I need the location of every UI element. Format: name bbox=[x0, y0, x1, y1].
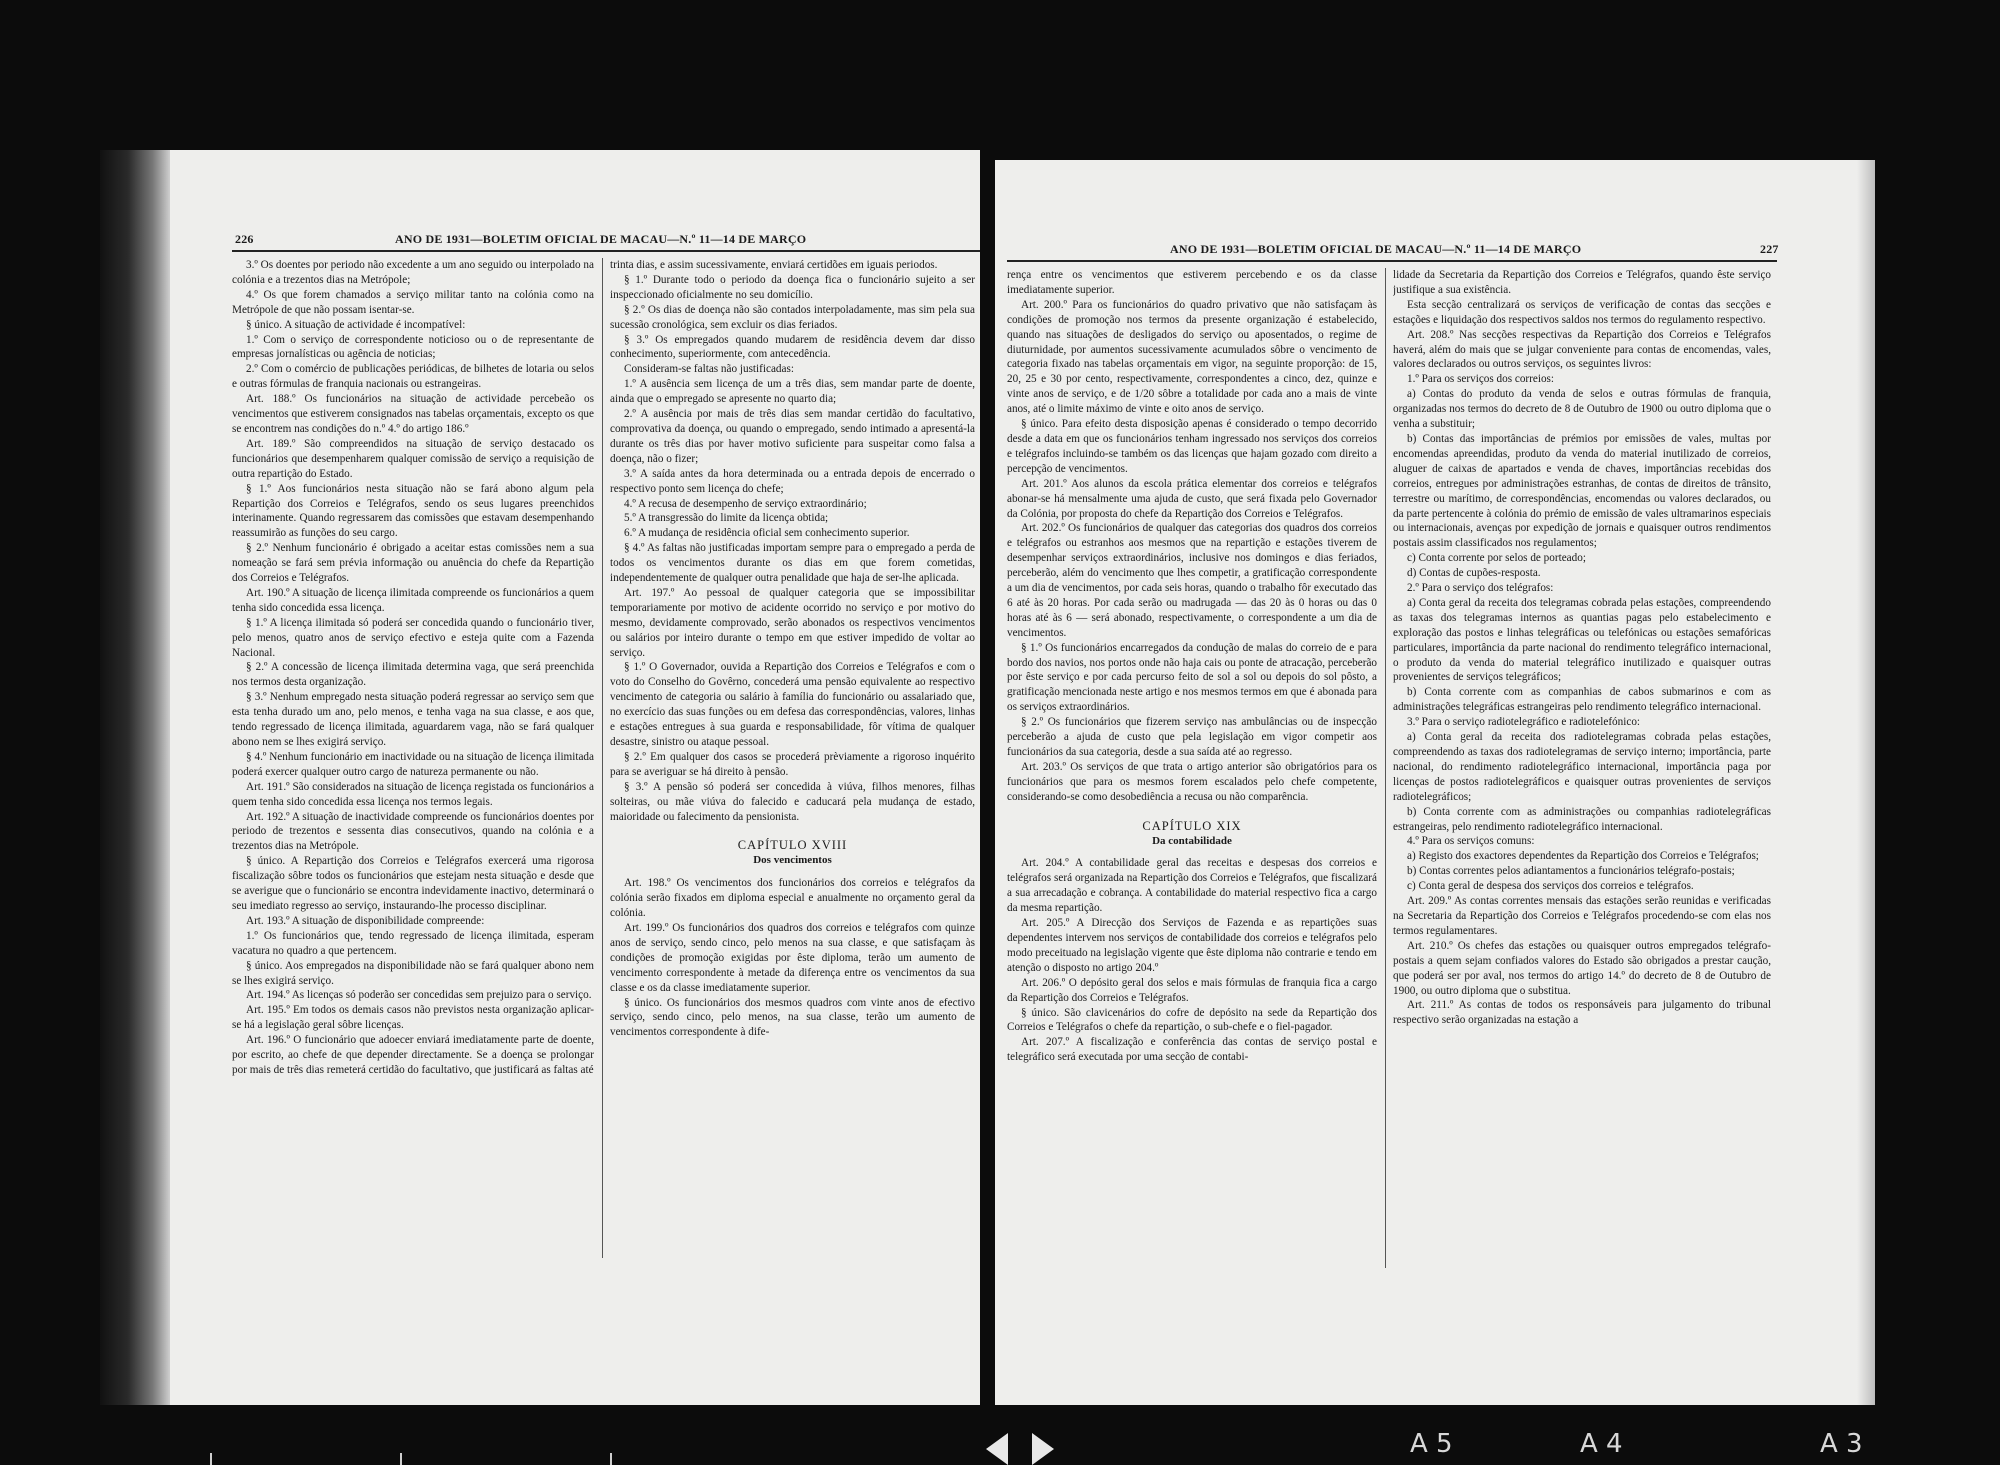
left-col1-paragraph: § 2.º A concessão de licença ilimitada determina vaga, que será preenchida nos termos desta organização. bbox=[232, 661, 594, 689]
left-page bbox=[100, 150, 980, 1405]
right-column-1 bbox=[1007, 268, 1377, 1268]
left-col1-paragraph: § 4.º Nenhum funcionário em inactividade ou na situação de licença ilimitada poderá exercer qualquer outro cargo de natureza permanente ou não. bbox=[232, 750, 594, 778]
left-col2-paragraph: § 3.º A pensão só poderá ser concedida à viúva, filhos menores, filhas solteiras, ou mãe viúva do falecido e caducará pela mudança de estado, maioridade ou falecimento da pensionista. bbox=[610, 780, 975, 823]
right-column-divider bbox=[1385, 268, 1386, 1268]
film-arrow-left-icon bbox=[986, 1433, 1008, 1465]
right-col2-paragraph: d) Contas de cupões-resposta. bbox=[1407, 567, 1541, 580]
left-col1-paragraph: 3.º Os doentes por periodo não excedente a um ano seguido ou interpolado na colónia e a trezentos dias na Metrópole; bbox=[232, 259, 594, 286]
left-col2-paragraph: § 2.º Os dias de doença não são contados interpoladamente, mas sim pela sua sucessão cronológica, sem excluir os dias feriados. bbox=[610, 303, 975, 331]
right-col1-paragraph: § 1.º Os funcionários encarregados da condução de malas do correio de e para bordo dos navios, nos portos onde não haja cais ou ponte de atracação, perceberão por êste serviço e por cada percurso feito de sol a sol ou depois do sol pôsto, a gratificação mencionada neste artigo e nos mesmos termos em que é abonada para os serviços extraordinários. bbox=[1007, 641, 1377, 714]
right-col1-paragraph: rença entre os vencimentos que estiverem percebendo e os da classe imediatamente superior. bbox=[1007, 269, 1377, 296]
microfilm-strip bbox=[0, 1425, 2000, 1465]
right-col2-paragraph: c) Conta corrente por selos de porteado; bbox=[1407, 552, 1586, 565]
left-col1-paragraph: Art. 188.º Os funcionários na situação de actividade percebeão os vencimentos que estiverem consignados nas tabelas orçamentais, excepto os que se encontrem nas condições do n.º 4.º do artigo 186.º bbox=[232, 393, 594, 435]
film-tick bbox=[610, 1453, 612, 1465]
right-col1-paragraph: § único. São clavicenários do cofre de depósito na sede da Repartição dos Correios e Telégrafos o chefe da repartição, o sub-chefe e o fiel-pagador. bbox=[1007, 1006, 1377, 1034]
book-spine bbox=[100, 150, 170, 1405]
left-col1-paragraph: Art. 192.º A situação de inactividade compreende os funcionários doentes por periodo de trezentos e sessenta dias consecutivos, quando na colónia e a trezentos dias na Metrópole. bbox=[232, 810, 594, 853]
left-col1-paragraph: 2.º Com o comércio de publicações periódicas, de bilhetes de lotaria ou selos e outras fórmulas de franquia nacionais ou estrangeiras. bbox=[232, 363, 594, 391]
left-col1-paragraph: Art. 196.º O funcionário que adoecer enviará imediatamente parte de doente, por escrito, ao chefe de que depender directamente. Se a doença se prolongar por mais de três dias remeterá certidão do facultativo, que justificará as faltas até bbox=[232, 1034, 594, 1076]
right-col1-paragraph: Art. 200.º Para os funcionários do quadro privativo que não satisfaçam às condições de promoção nos termos da presente organização é estabelecido, quando nas situações de desligados do serviço ou aposentados, o regime de diuturnidade, por aumentos sucessivamente acumulados sôbre o vencimento de categoria fixado nas tabelas orçamentais em vigor, na seguinte proporção: de 15, 20, 25 e 30 por cento, respectivamente, correspondentes a cinco, dez, quinze e vinte anos de serviço, e de 1/20 sôbre a totalidade por cada ano a mais de vinte anos, até o limite máximo de vinte e oito anos de serviço. bbox=[1007, 298, 1377, 416]
left-page-header bbox=[100, 232, 980, 250]
left-col1-paragraph: § 1.º Aos funcionários nesta situação não se fará abono algum pela Repartição dos Correios e Telégrafos, sendo os seus lugares preenchidos interinamente. Quando regressarem das comissões que estavam desempenhando reassumirão as funções do seu cargo. bbox=[232, 482, 594, 540]
right-col2-paragraph: Art. 208.º Nas secções respectivas da Repartição dos Correios e Telégrafos haverá, além do mais que se julgar conveniente para contas de encomendas, vales, valores declarados ou outros serviços, os seguintes livros: bbox=[1393, 328, 1771, 371]
chapter-19-title: CAPÍTULO XIX bbox=[1142, 818, 1242, 833]
film-mark-a5: A 5 bbox=[1410, 1429, 1453, 1459]
right-col2-paragraph: Art. 210.º Os chefes das estações ou quaisquer outros empregados telégrafo-postais a quem sejam confiados valores do Estado são obrigados a prestar caução, que poderá ser por aval, nos termos do artigo 14.º do decreto de 8 de Outubro de 1900, ou outro diploma que o substitua. bbox=[1393, 939, 1771, 997]
left-header-rule bbox=[232, 250, 980, 252]
film-mark-a4: A 4 bbox=[1580, 1429, 1623, 1459]
right-col2-paragraph: Art. 211.º As contas de todos os responsáveis para julgamento do tribunal respectivo serão organizadas na estação a bbox=[1393, 999, 1771, 1027]
left-col1-paragraph: 1.º Os funcionários que, tendo regressado de licença ilimitada, esperam vacatura no quadro a que pertencem. bbox=[232, 929, 594, 957]
right-column-2 bbox=[1393, 268, 1771, 1268]
right-running-title: ANO DE 1931—BOLETIM OFICIAL DE MACAU—N.º 11—14 DE MARÇO bbox=[1170, 242, 1582, 256]
left-col1-paragraph: Art. 195.º Em todos os demais casos não previstos nesta organização aplicar-se há a legislação geral sôbre licenças. bbox=[232, 1004, 594, 1032]
right-col2-paragraph: 2.º Para o serviço dos telégrafos: bbox=[1407, 582, 1554, 595]
right-col1-paragraph: Art. 201.º Aos alunos da escola prática elementar dos correios e telégrafos abonar-se há mensalmente uma ajuda de custo, que será fixada pelo Governador da Colónia, por proposta do chefe da Repartição dos Correios e Telégrafos. bbox=[1007, 477, 1377, 520]
film-tick bbox=[210, 1453, 212, 1465]
right-col1-paragraph: Art. 207.º A fiscalização e conferência das contas de serviço postal e telegráfico será executada por uma secção de contabi- bbox=[1007, 1036, 1377, 1064]
right-col2-paragraph: b) Conta corrente com as companhias de cabos submarinos e com as administrações telegráficas estrangeiras pelo rendimento telegráfico internacional. bbox=[1393, 686, 1771, 714]
right-col2-paragraph: a) Conta geral da receita dos radiotelegramas cobrada pelas estações, compreendendo as taxas dos radiotelegramas de serviço interno; importância, parte nacional, do rendimento radiotelegráfico internacional, importância paga por licenças de postos radiotelegráficos e quaisquer outras provenientes de serviços radiotelegráficos; bbox=[1393, 731, 1771, 803]
left-col1-paragraph: Art. 189.º São compreendidos na situação de serviço destacado os funcionários que desempenharem qualquer comissão de serviço a requisição de outra repartição do Estado. bbox=[232, 437, 594, 480]
left-col2-paragraph: § 4.º As faltas não justificadas importam sempre para o empregado a perda de todos os vencimentos durante os dias em que forem cometidas, independentemente de qualquer outra penalidade que haja de ser-lhe aplicada. bbox=[610, 542, 975, 585]
left-col1-paragraph: Art. 191.º São considerados na situação de licença registada os funcionários a quem tenha sido concedida essa licença nos termos legais. bbox=[232, 780, 594, 808]
left-col1-paragraph: § 2.º Nenhum funcionário é obrigado a aceitar estas comissões nem a sua nomeação se fará sem prévia informação ou anuência do chefe da Repartição dos Correios e Telégrafos. bbox=[232, 542, 594, 585]
chapter-18-subtitle: Dos vencimentos bbox=[753, 854, 832, 867]
left-column-1 bbox=[232, 258, 594, 1258]
right-col2-paragraph: lidade da Secretaria da Repartição dos Correios e Telégrafos, quando êste serviço justifique a sua existência. bbox=[1393, 269, 1771, 296]
left-col2-paragraph: Consideram-se faltas não justificadas: bbox=[624, 363, 794, 376]
right-col2-paragraph: Art. 209.º As contas correntes mensais das estações serão reunidas e verificadas na Secretaria da Repartição dos Correios e Telégrafos procedendo-se com elas nos termos regulamentares. bbox=[1393, 895, 1771, 937]
left-col2-paragraph: § 1.º Durante todo o periodo da doença fica o funcionário sujeito a ser inspeccionado oficialmente no seu domicílio. bbox=[610, 273, 975, 301]
left-col2-paragraph: § 1.º O Governador, ouvida a Repartição dos Correios e Telégrafos e com o voto do Conselho do Govêrno, concederá uma pensão equivalente ao respectivo vencimento de categoria ou salário à família do funcionário ou assalariado que, no exercício das suas funções ou em defesa das correspondências, valores, linhas e estações entregues à sua guarda e responsabilidade, fôr vítima de qualquer desastre, sinistro ou ataque pessoal. bbox=[610, 661, 975, 748]
left-col1-paragraph: § único. A Repartição dos Correios e Telégrafos exercerá uma rigorosa fiscalização sôbre todos os funcionários que estejam nesta situação e desde que se averigue que o funcionário se encontra indevidamente inactivo, determinará o seu imediato regresso ao serviço, instaurando-lhe processo disciplinar. bbox=[232, 855, 594, 912]
left-col2-paragraph: § 3.º Os empregados quando mudarem de residência devem dar disso conhecimento, superiormente, com antecedência. bbox=[610, 333, 975, 361]
right-col2-paragraph: b) Contas das importâncias de prémios por emissões de vales, multas por encomendas apreendidas, produto da venda do material inutilizado de correios, aluguer de caixas de apartados e venda de chaves, importâncias recebidas dos correios, entregues por administrações estranhas, de contas de direitos de trânsito, terrestre ou marítimo, de correspondências, encomendas ou valores declarados, ou da parte pertencente à colónia do prémio de emissão de vales ultramarinos especiais ou internacionais, avenças por expedição de jornais e quaisquer outros rendimentos postais assim classificados nos regulamentos; bbox=[1393, 432, 1771, 550]
right-col1-paragraph: Art. 204.º A contabilidade geral das receitas e despesas dos correios e telégrafos será organizada na Repartição dos Correios e Telégrafos, que fiscalizará a sua arrecadação e cobrança. A contabilidade do material respectivo fica a cargo da mesma repartição. bbox=[1007, 857, 1377, 915]
left-col2-paragraph: 6.º A mudança de residência oficial sem conhecimento superior. bbox=[624, 527, 910, 540]
chapter-18-title: CAPÍTULO XVIII bbox=[737, 838, 848, 853]
right-col2-paragraph: 3.º Para o serviço radiotelegráfico e radiotelefónico: bbox=[1407, 716, 1641, 729]
right-col2-paragraph: Esta secção centralizará os serviços de verificação de contas das secções e estações e liquidação dos respectivos saldos nos termos do regulamento respectivo. bbox=[1393, 298, 1771, 326]
right-page bbox=[995, 160, 1875, 1405]
left-col1-paragraph: § único. A situação de actividade é incompatível: bbox=[246, 318, 466, 331]
page-edge-shadow bbox=[1857, 160, 1875, 1405]
right-col2-paragraph: 1.º Para os serviços dos correios: bbox=[1407, 373, 1555, 386]
right-col1-paragraph: Art. 206.º O depósito geral dos selos e mais fórmulas de franquia fica a cargo da Repartição dos Correios e Telégrafos. bbox=[1007, 976, 1377, 1004]
film-mark-a3: A 3 bbox=[1820, 1429, 1863, 1459]
right-col1-paragraph: Art. 202.º Os funcionários de qualquer das categorias dos quadros dos correios e telégrafos ou estranhos aos mesmos que na repartição e estações tiverem de desempenhar serviços extraordinários, inclusive nos domingos e dias feriados, perceberão, além do vencimento que lhes competir, a gratificação correspondente a um dia de vencimentos, por cada seis horas, quando o trabalho fôr executado das 6 até às 20 horas. Por cada serão ou madrugada — das 20 às 0 horas ou das 0 horas até às 6 — será abonado, respectivamente, o correspondente a um dia de vencimentos. bbox=[1007, 522, 1377, 639]
left-col2-paragraph: Art. 199.º Os funcionários dos quadros dos correios e telégrafos com quinze anos de serviço, sendo cinco, pelo menos na sua classe, e que satisfaçam às condições de promoção exigidas por êste diploma, terão um aumento de vencimento correspondente à metade da diferença entre os vencimentos da sua classe e os da classe imediatamente superior. bbox=[610, 921, 975, 994]
right-page-number: 227 bbox=[1760, 242, 1779, 256]
right-col1-paragraph: Art. 205.º A Direcção dos Serviços de Fazenda e as repartições suas dependentes intervem nos serviços de contabilidade dos correios e telégrafos pelo modo preceituado na legislação vigente que êste diploma não contrarie e tendo em atenção o disposto no artigo 204.º bbox=[1007, 917, 1377, 974]
left-col1-paragraph: Art. 190.º A situação de licença ilimitada compreende os funcionários a quem tenha sido concedida essa licença. bbox=[232, 586, 594, 614]
left-col1-paragraph: Art. 194.º As licenças só poderão ser concedidas sem prejuizo para o serviço. bbox=[246, 989, 592, 1002]
left-col2-paragraph: § único. Os funcionários dos mesmos quadros com vinte anos de efectivo serviço, sendo cinco, pelo menos, na sua classe, terão um aumento de vencimentos correspondente à dife- bbox=[610, 996, 975, 1039]
left-col1-paragraph: Art. 193.º A situação de disponibilidade compreende: bbox=[246, 914, 485, 927]
right-header-rule bbox=[1007, 260, 1777, 262]
left-col1-paragraph: § 1.º A licença ilimitada só poderá ser concedida quando o funcionário tiver, pelo menos, quatro anos de serviço efectivo e esteja quite com a Fazenda Nacional. bbox=[232, 616, 594, 659]
left-col2-paragraph: 2.º A ausência por mais de três dias sem mandar certidão do facultativo, comprovativa da doença, ou quando o empregado, sendo intimado a apresentá-la durante os três dias por haver motivo suficiente para suspeitar como falsa a doença, não o fizer; bbox=[610, 408, 975, 465]
left-col1-paragraph: § único. Aos empregados na disponibilidade não se fará qualquer abono nem se lhes exigirá serviço. bbox=[232, 959, 594, 987]
left-col2-paragraph: 3.º A saída antes da hora determinada ou a entrada depois de encerrado o respectivo ponto sem licença do chefe; bbox=[610, 467, 975, 495]
left-col2-paragraph: Art. 198.º Os vencimentos dos funcionários dos correios e telégrafos da colónia serão fixados em diploma especial e anualmente no orçamento geral da colónia. bbox=[610, 877, 975, 920]
film-tick bbox=[400, 1453, 402, 1465]
left-col1-paragraph: § 3.º Nenhum empregado nesta situação poderá regressar ao serviço sem que esta tenha durado um ano, pelo menos, e tenha vaga na sua classe, e aos que, tendo regressado de licença ilimitada, aguardarem vaga, não se fará qualquer abono nem se lhes exigirá serviço. bbox=[232, 691, 594, 748]
right-col2-paragraph: a) Registo dos exactores dependentes da Repartição dos Correios e Telégrafos; bbox=[1407, 850, 1759, 863]
left-col2-paragraph: 4.º A recusa de desempenho de serviço extraordinário; bbox=[624, 497, 867, 510]
right-col2-paragraph: b) Contas correntes pelos adiantamentos a funcionários telégrafo-postais; bbox=[1407, 865, 1735, 878]
right-col1-paragraph: Art. 203.º Os serviços de que trata o artigo anterior são obrigatórios para os funcionários que para os mesmos forem escalados pelo chefe competente, considerando-se como desobediência a recusa ou não comparência. bbox=[1007, 760, 1377, 803]
left-col2-paragraph: trinta dias, e assim sucessivamente, enviará certidões em iguais periodos. bbox=[610, 259, 938, 271]
left-col1-paragraph: 1.º Com o serviço de correspondente noticioso ou o de representante de empresas jornalísticas ou agência de noticias; bbox=[232, 333, 594, 361]
left-column-divider bbox=[602, 258, 603, 1258]
left-column-2 bbox=[610, 258, 975, 1258]
right-col2-paragraph: b) Conta corrente com as administrações ou companhias radiotelegráficas estrangeiras, pelo rendimento radiotelegráfico internacional. bbox=[1393, 805, 1771, 833]
left-page-number: 226 bbox=[235, 232, 254, 246]
left-col1-paragraph: 4.º Os que forem chamados a serviço militar tanto na colónia como na Metrópole de que não possam isentar-se. bbox=[232, 288, 594, 316]
left-col2-paragraph: § 2.º Em qualquer dos casos se procederá prèviamente a rigoroso inquérito para se averiguar se há direito à pensão. bbox=[610, 750, 975, 778]
right-col2-paragraph: 4.º Para os serviços comuns: bbox=[1407, 835, 1535, 848]
right-page-header bbox=[995, 242, 1875, 260]
chapter-19-subtitle: Da contabilidade bbox=[1152, 834, 1232, 847]
right-col1-paragraph: § único. Para efeito desta disposição apenas é considerado o tempo decorrido desde a data em que os funcionários tenham ingressado nos serviços dos correios e telégrafos incluindo-se também os das licenças que hajam gozado com direito a percepção de vencimentos. bbox=[1007, 418, 1377, 475]
right-col2-paragraph: a) Conta geral da receita dos telegramas cobrada pelas estações, compreendendo as taxas dos telegramas internos as quantias pagas pelo estabelecimento e exploração das postos e linhas telegráficas ou telefónicas ou estações semafóricas particulares, importância da parte nacional do rendimento telegráfico internacional, o produto da venda do material telegráfico inutilizado e quaisquer outras provenientes de serviços telegráficos; bbox=[1393, 596, 1771, 684]
left-col2-paragraph: 5.º A transgressão do limite da licença obtida; bbox=[624, 512, 829, 525]
left-col2-paragraph: 1.º A ausência sem licença de um a três dias, sem mandar parte de doente, ainda que o empregado se apresente no quarto dia; bbox=[610, 378, 975, 406]
right-col1-paragraph: § 2.º Os funcionários que fizerem serviço nas ambulâncias ou de inspecção perceberão a ajuda de custo que pela legislação em vigor competir aos funcionários da sua categoria, desde a sua saída até ao regresso. bbox=[1007, 716, 1377, 758]
right-col2-paragraph: c) Conta geral de despesa dos serviços dos correios e telégrafos. bbox=[1407, 880, 1694, 893]
left-col2-paragraph: Art. 197.º Ao pessoal de qualquer categoria que se impossibilitar temporariamente por motivo de acidente ocorrido no serviço e por motivo do mesmo, devidamente comprovado, serão abonados os respectivos vencimentos ou salários por inteiro durante o tempo em que estiver impedido de voltar ao serviço. bbox=[610, 586, 975, 659]
film-arrow-right-icon bbox=[1032, 1433, 1054, 1465]
right-col2-paragraph: a) Contas do produto da venda de selos e outras fórmulas de franquia, organizadas nos termos do decreto de 8 de Outubro de 1900 ou outro diploma que o venha a substituir; bbox=[1393, 388, 1771, 431]
left-running-title: ANO DE 1931—BOLETIM OFICIAL DE MACAU—N.º 11—14 DE MARÇO bbox=[395, 232, 807, 246]
